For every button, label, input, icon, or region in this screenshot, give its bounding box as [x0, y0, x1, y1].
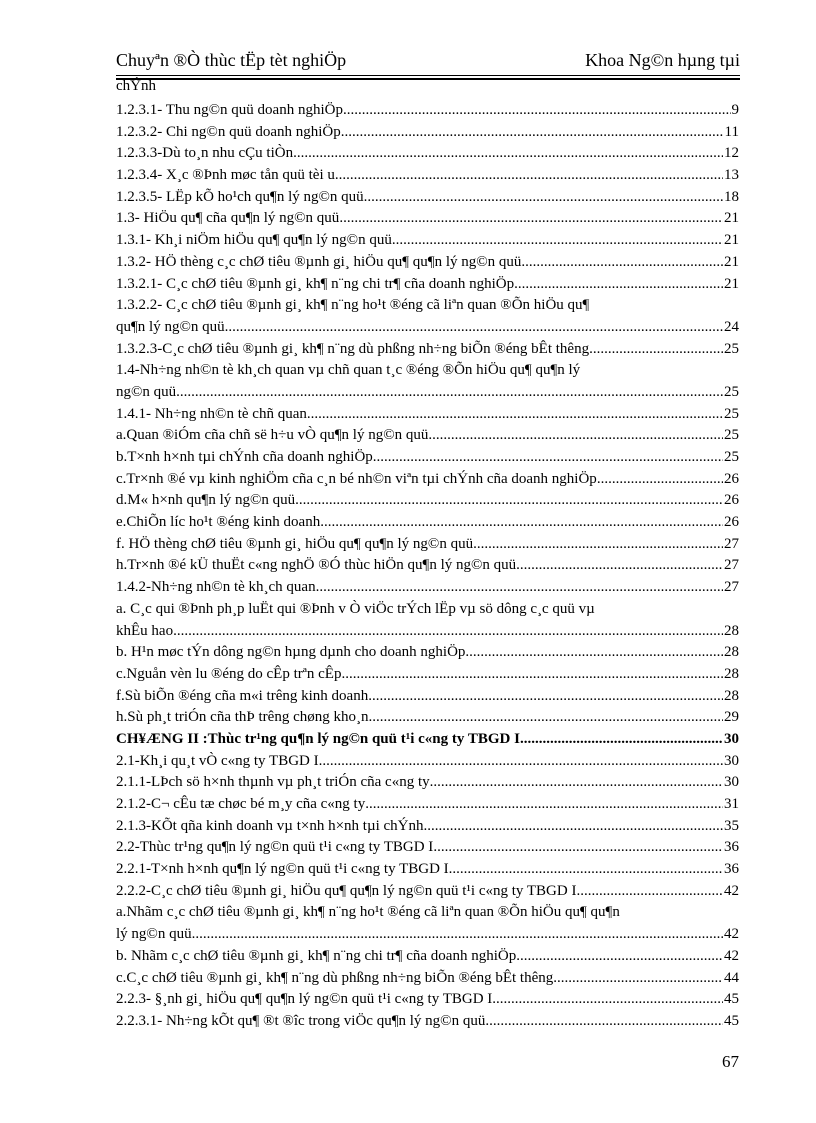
toc-entry-title: 1.3.1- Kh¸i niÖm hiÖu qu¶ qu¶n lý ng©n quü [116, 232, 392, 249]
toc-entry-title: 1.4.1- Nh÷ng nh©n tè chñ quan [116, 405, 307, 422]
toc-leader-dots [516, 555, 723, 577]
toc-leader-dots [295, 490, 723, 512]
toc-entry-page: 25 [724, 405, 739, 422]
toc-entry [116, 859, 739, 881]
toc-entry-title: 1.4.2-Nh÷ng nh©n tè kh¸ch quan [116, 579, 316, 596]
toc-leader-dots [373, 447, 723, 469]
toc-entry-page: 26 [724, 514, 739, 531]
toc-entry [116, 729, 739, 751]
toc-entry-page: 42 [724, 882, 739, 899]
toc-entry-page: 21 [724, 253, 739, 270]
toc-leader-dots [173, 621, 723, 643]
toc-entry-page: 31 [724, 796, 739, 812]
toc-entry [116, 707, 739, 729]
toc-entry-page: 27 [724, 557, 739, 574]
toc-entry-title: f.Sù biÕn ®éng cña m«i trêng kinh doanh [116, 687, 369, 704]
toc-entry-page: 25 [724, 340, 739, 357]
toc-entry-page: 24 [724, 318, 739, 335]
toc-entry-page: 29 [724, 709, 739, 726]
toc-entry-title: f. HÖ thèng chØ tiêu ®µnh gi¸ hiÖu qu¶ qu¶n lý ng©n quü [116, 535, 474, 552]
toc-leader-dots [339, 208, 723, 230]
toc-entry [116, 425, 739, 447]
toc-entry [116, 252, 739, 274]
toc-leader-dots [368, 707, 723, 729]
toc-entry-title: c.Nguån vèn lu ®éng do cÊp trªn cÊp [116, 665, 342, 682]
toc-entry-title: c.C¸c chØ tiêu ®µnh gi¸ kh¶ n¨ng dù phßng nh÷ng biÕn ®éng bÊt thêng [116, 969, 554, 986]
toc-entry [116, 816, 739, 838]
toc-entry-title: khÊu hao [116, 622, 174, 639]
toc-leader-dots [516, 946, 723, 968]
toc-entry [116, 794, 739, 816]
toc-leader-dots [343, 100, 731, 122]
toc-entry-title: h.Sù ph¸t triÓn cña thÞ trêng chøng kho¸n [116, 709, 369, 726]
toc-entry-title: c.Tr×nh ®é vµ kinh nghiÖm cña c¸n bé nh©n viªn tµi chÝnh cña doanh nghiÖp [116, 470, 597, 487]
toc-entry [116, 339, 739, 361]
toc-entry-title: lý ng©n quü [116, 926, 192, 943]
toc-entry-page: 45 [724, 991, 739, 1008]
toc-entry [116, 122, 739, 144]
toc-entry-title: a.Quan ®iÓm cña chñ së h÷u vÒ qu¶n lý ng©n quü [116, 427, 429, 444]
toc-entry-page: 26 [724, 492, 739, 509]
toc-entry [116, 230, 739, 252]
toc-entry-page: 9 [731, 102, 739, 118]
toc-leader-dots [364, 187, 723, 209]
toc-entry-page: 30 [724, 730, 739, 747]
toc-leader-dots [521, 252, 723, 274]
toc-entry [116, 404, 739, 426]
toc-entry [116, 100, 739, 122]
toc-entry-title: ng©n quü [116, 383, 177, 400]
header-rule-thin [116, 75, 740, 76]
toc-leader-dots [320, 512, 723, 534]
toc-entry [116, 881, 739, 903]
toc-entry-title: h.Tr×nh ®é kÜ thuËt c«ng nghÖ ®Ó thùc hiÖn qu¶n lý ng©n quü [116, 557, 517, 574]
toc-leader-dots [319, 751, 723, 773]
toc-entry-title: d.M« h×nh qu¶n lý ng©n quü [116, 492, 296, 509]
toc-entry-page: 21 [724, 275, 739, 292]
toc-entry-page: 12 [724, 145, 739, 162]
toc-entry [116, 664, 739, 686]
toc-entry [116, 989, 739, 1011]
toc-entry-title: a. C¸c qui ®Þnh ph¸p luËt qui ®Þnh v Ò viÖc trÝch lËp vµ sö dông c¸c quü vµ [116, 600, 595, 617]
toc-entry [116, 621, 739, 643]
toc-leader-dots [307, 404, 723, 426]
toc-entry-page: 36 [724, 839, 739, 856]
toc-leader-dots [553, 968, 723, 990]
toc-entry-page: 27 [724, 579, 739, 596]
toc-entry-page: 30 [724, 774, 739, 791]
header-continuation: chÝnh [116, 78, 156, 94]
toc-entry-title: 1.3.2- HÖ thèng c¸c chØ tiêu ®µnh gi¸ hiÖu qu¶ qu¶n lý ng©n quü [116, 253, 522, 270]
running-header [116, 50, 740, 76]
toc-entry-title: 1.3.2.1- C¸c chØ tiêu ®µnh gi¸ kh¶ n¨ng chi tr¶ cña doanh nghiÖp [116, 275, 515, 292]
toc-entry-title: qu¶n lý ng©n quü [116, 318, 225, 335]
toc-entry [116, 490, 739, 512]
toc-leader-dots [428, 425, 723, 447]
toc-entry [116, 447, 739, 469]
toc-entry [116, 534, 739, 556]
toc-entry [116, 143, 739, 165]
toc-entry-page: 45 [724, 1012, 739, 1029]
toc-leader-dots [341, 664, 723, 686]
toc-entry [116, 555, 739, 577]
toc-entry-title: 2.2.3.1- Nh÷ng kÕt qu¶ ®t ®îc trong viÖc qu¶n lý ng©n quü [116, 1012, 486, 1029]
toc-entry [116, 924, 739, 946]
toc-entry-page: 30 [724, 752, 739, 769]
toc-entry-title: a.Nhãm c¸c chØ tiêu ®µnh gi¸ kh¶ n¨ng ho¹t ®éng cã liªn quan ®Õn hiÖu qu¶ qu¶n [116, 904, 620, 921]
toc-entry [116, 946, 739, 968]
toc-entry-title: 1.4-Nh÷ng nh©n tè kh¸ch quan vµ chñ quan t¸c ®éng ®Õn hiÖu qu¶ qu¶n lý [116, 362, 581, 379]
toc-entry-page: 18 [724, 188, 739, 205]
toc-entry-title: 2.1.1-LÞch sö h×nh thµnh vµ ph¸t triÓn cña c«ng ty [116, 774, 430, 791]
toc-leader-dots [392, 230, 723, 252]
header-title: Chuyªn ®Ò thùc tËp tèt nghiÖp [116, 50, 347, 70]
toc-entry-title: 2.2.2-C¸c chØ tiêu ®µnh gi¸ hiÖu qu¶ qu¶n lý ng©n quü t¹i c«ng ty TBGD I [116, 882, 577, 899]
toc-entry [116, 295, 739, 317]
toc-leader-dots [176, 382, 723, 404]
toc-leader-dots [473, 534, 723, 556]
toc-entry-page: 42 [724, 926, 739, 943]
toc-entry-page: 25 [724, 449, 739, 465]
table-of-contents [116, 100, 739, 1033]
toc-entry-title: 1.2.3.1- Thu ng©n quü doanh nghiÖp [116, 102, 343, 118]
toc-entry-page: 44 [724, 969, 739, 986]
toc-entry-page: 28 [724, 687, 739, 704]
header-faculty: Khoa Ng©n hµng tµi [585, 50, 740, 70]
toc-entry-page: 25 [724, 383, 739, 400]
toc-entry-title: 2.1.3-KÕt qña kinh doanh vµ t×nh h×nh tµi chÝnh [116, 817, 424, 834]
toc-leader-dots [485, 1011, 723, 1033]
toc-entry-page: 28 [724, 644, 739, 661]
toc-entry-page: 21 [724, 232, 739, 249]
toc-entry [116, 968, 739, 990]
toc-entry-title: 1.2.3.4- X¸c ®Þnh møc tån quü tèi u [116, 167, 335, 184]
toc-entry-title: b.T×nh h×nh tµi chÝnh cña doanh nghiÖp [116, 449, 373, 465]
toc-leader-dots [368, 686, 723, 708]
toc-leader-dots [225, 317, 723, 339]
toc-entry-page: 26 [724, 470, 739, 487]
toc-leader-dots [316, 577, 723, 599]
toc-entry-title: 1.3- HiÖu qu¶ cña qu¶n lý ng©n quü [116, 210, 340, 227]
toc-leader-dots [424, 816, 723, 838]
toc-entry-title: 1.2.3.3-Dù to¸n nhu cÇu tiÒn [116, 145, 294, 162]
toc-entry-title: 2.2.3- §¸nh gi¸ hiÖu qu¶ qu¶n lý ng©n quü t¹i c«ng ty TBGD I [116, 991, 493, 1008]
toc-entry [116, 274, 739, 296]
toc-entry-page: 11 [724, 123, 739, 140]
toc-entry-page: 13 [724, 167, 739, 184]
toc-entry-page: 27 [724, 535, 739, 552]
toc-leader-dots [520, 729, 723, 751]
toc-entry-title: b. Nhãm c¸c chØ tiêu ®µnh gi¸ kh¶ n¨ng chi tr¶ cña doanh nghiÖp [116, 947, 517, 964]
toc-entry-title: 2.2.1-T×nh h×nh qu¶n lý ng©n quü t¹i c«ng ty TBGD I [116, 861, 449, 878]
toc-entry [116, 686, 739, 708]
toc-entry [116, 360, 739, 382]
toc-entry-page: 21 [724, 210, 739, 227]
toc-leader-dots [576, 881, 723, 903]
toc-entry [116, 1011, 739, 1033]
toc-leader-dots [597, 469, 723, 491]
toc-entry [116, 165, 739, 187]
toc-entry-page: 28 [724, 622, 739, 639]
toc-entry [116, 837, 739, 859]
toc-entry-page: 35 [724, 817, 739, 834]
toc-entry [116, 599, 739, 621]
toc-entry [116, 469, 739, 491]
toc-entry [116, 577, 739, 599]
toc-leader-dots [433, 837, 723, 859]
toc-entry-page: 36 [724, 861, 739, 878]
toc-entry-page: 42 [724, 947, 739, 964]
toc-entry [116, 512, 739, 534]
toc-leader-dots [589, 339, 723, 361]
toc-leader-dots [341, 122, 724, 144]
page-number: 67 [722, 1052, 739, 1071]
toc-leader-dots [449, 859, 723, 881]
toc-entry [116, 187, 739, 209]
toc-entry [116, 902, 739, 924]
toc-entry-title: 2.1-Kh¸i qu¸t vÒ c«ng ty TBGD I [116, 752, 319, 769]
toc-entry [116, 772, 739, 794]
toc-leader-dots [492, 989, 723, 1011]
toc-leader-dots [465, 642, 723, 664]
toc-leader-dots [365, 794, 723, 816]
toc-leader-dots [430, 772, 723, 794]
toc-entry-title: b. H¹n møc tÝn dông ng©n hµng dµnh cho doanh nghiÖp [116, 644, 466, 661]
toc-entry [116, 751, 739, 773]
toc-entry-page: 28 [724, 665, 739, 682]
toc-entry-title: 1.2.3.5- LËp kÕ ho¹ch qu¶n lý ng©n quü [116, 188, 364, 205]
toc-entry-title: 1.3.2.2- C¸c chØ tiêu ®µnh gi¸ kh¶ n¨ng ho¹t ®éng cã liªn quan ®Õn hiÖu qu¶ [116, 297, 590, 314]
toc-entry-title: 1.2.3.2- Chi ng©n quü doanh nghiÖp [116, 123, 341, 140]
toc-entry-title: e.ChiÕn líc ho¹t ®éng kinh doanh [116, 514, 321, 531]
toc-leader-dots [335, 165, 723, 187]
toc-entry-title: 2.2-Thùc tr¹ng qu¶n lý ng©n quü t¹i c«ng ty TBGD I [116, 839, 434, 856]
toc-entry [116, 208, 739, 230]
header-rule-thick [116, 78, 740, 80]
toc-entry [116, 642, 739, 664]
toc-leader-dots [192, 924, 723, 946]
toc-entry-page: 25 [724, 427, 739, 444]
toc-entry-title: CH¥ÆNG II :Thùc tr¹ng qu¶n lý ng©n quü t¹i c«ng ty TBGD I [116, 730, 520, 747]
toc-entry-title: 2.1.2-C¬ cÊu tæ chøc bé m¸y cña c«ng ty [116, 796, 366, 812]
toc-entry [116, 317, 739, 339]
toc-entry [116, 382, 739, 404]
toc-leader-dots [514, 274, 723, 296]
toc-leader-dots [293, 143, 723, 165]
toc-entry-title: 1.3.2.3-C¸c chØ tiêu ®µnh gi¸ kh¶ n¨ng dù phßng nh÷ng biÕn ®éng bÊt thêng [116, 340, 590, 357]
